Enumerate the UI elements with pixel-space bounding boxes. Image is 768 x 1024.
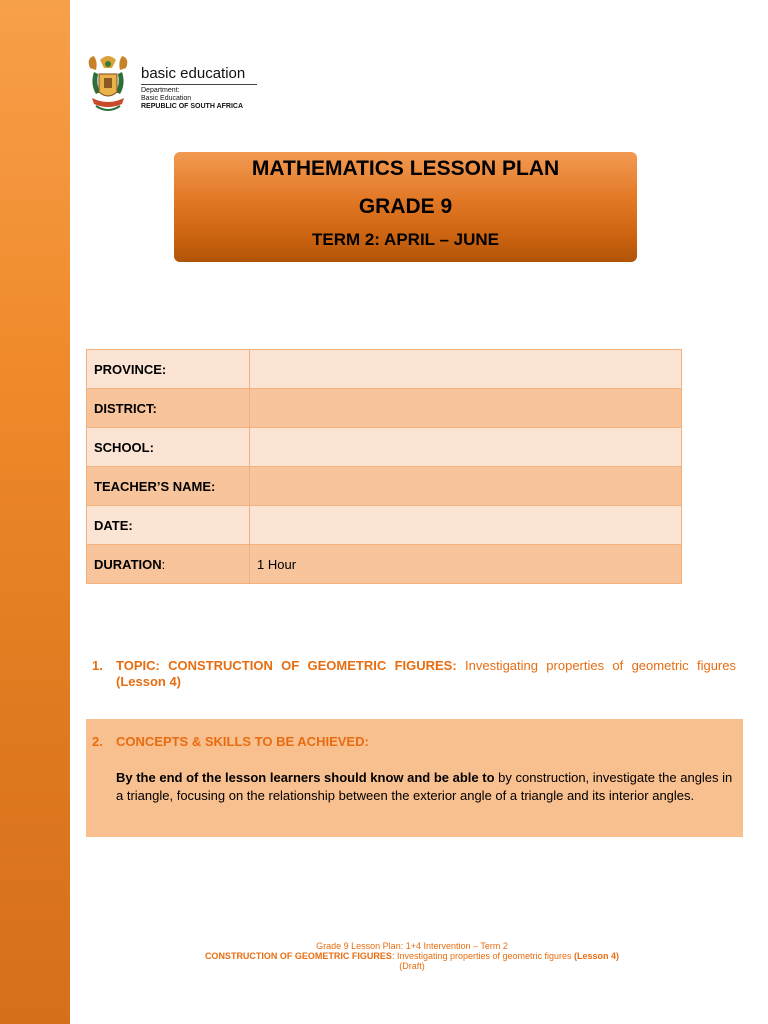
concepts-body <box>116 769 736 805</box>
logo-line-3: REPUBLIC OF SOUTH AFRICA <box>141 103 244 110</box>
duration-label <box>87 545 250 584</box>
school-field[interactable] <box>250 428 682 467</box>
concepts-heading: CONCEPTS & SKILLS TO BE ACHIEVED: <box>116 734 369 749</box>
footer-line-1: Grade 9 Lesson Plan: 1+4 Intervention – Term 2 <box>316 941 508 951</box>
district-label: DISTRICT: <box>87 389 250 428</box>
footer-lesson: (Lesson 4) <box>574 951 620 961</box>
table-row <box>87 350 682 389</box>
topic-number: 1. <box>92 658 103 673</box>
footer-topic: CONSTRUCTION OF GEOMETRIC FIGURES <box>204 951 392 961</box>
school-label: SCHOOL: <box>87 428 250 467</box>
grade-title: GRADE 9 <box>358 195 453 218</box>
table-row <box>87 467 682 506</box>
province-field[interactable] <box>250 350 682 389</box>
table-row <box>87 506 682 545</box>
duration-field[interactable]: 1 Hour <box>250 545 682 584</box>
table-row <box>87 389 682 428</box>
concepts-text: by construction, investigate the angles in a triangle, focusing on the relationship between the exterior angle of a triangle and its interior angles. <box>116 770 733 803</box>
info-table <box>86 349 682 584</box>
concepts-section <box>86 719 743 837</box>
table-row <box>87 545 682 584</box>
date-label: DATE: <box>87 506 250 545</box>
page-title: MATHEMATICS LESSON PLAN <box>251 157 560 180</box>
orange-side-bar <box>0 0 70 1024</box>
topic-section <box>92 658 736 690</box>
footer-text: : Investigating properties of geometric figures <box>391 951 575 961</box>
concepts-lead: By the end of the lesson learners should know and be able to <box>116 770 495 785</box>
teacher-name-label: TEACHER’S NAME: <box>87 467 250 506</box>
duration-label-text: DURATION <box>94 556 162 572</box>
duration-label-colon: : <box>161 556 166 572</box>
province-label: PROVINCE: <box>87 350 250 389</box>
topic-heading: TOPIC: CONSTRUCTION OF GEOMETRIC FIGURES: <box>116 658 457 673</box>
title-banner <box>174 152 637 262</box>
page-footer <box>130 941 694 971</box>
logo-line-1: Department: <box>141 87 180 94</box>
department-logo <box>84 54 264 118</box>
term-title: TERM 2: APRIL – JUNE <box>311 230 500 249</box>
logo-line-2: Basic Education <box>141 95 192 102</box>
teacher-name-field[interactable] <box>250 467 682 506</box>
footer-line-3: (Draft) <box>399 961 425 971</box>
concepts-number: 2. <box>92 734 103 749</box>
logo-name: basic education <box>141 65 246 82</box>
table-row <box>87 428 682 467</box>
topic-lesson: (Lesson 4) <box>116 674 182 689</box>
date-field[interactable] <box>250 506 682 545</box>
topic-text: Investigating properties of geometric figures <box>456 658 736 673</box>
coat-of-arms-icon <box>84 54 132 116</box>
district-field[interactable] <box>250 389 682 428</box>
concepts-heading-row <box>92 734 369 749</box>
logo-divider <box>141 84 257 85</box>
footer-line-2 <box>130 951 694 961</box>
